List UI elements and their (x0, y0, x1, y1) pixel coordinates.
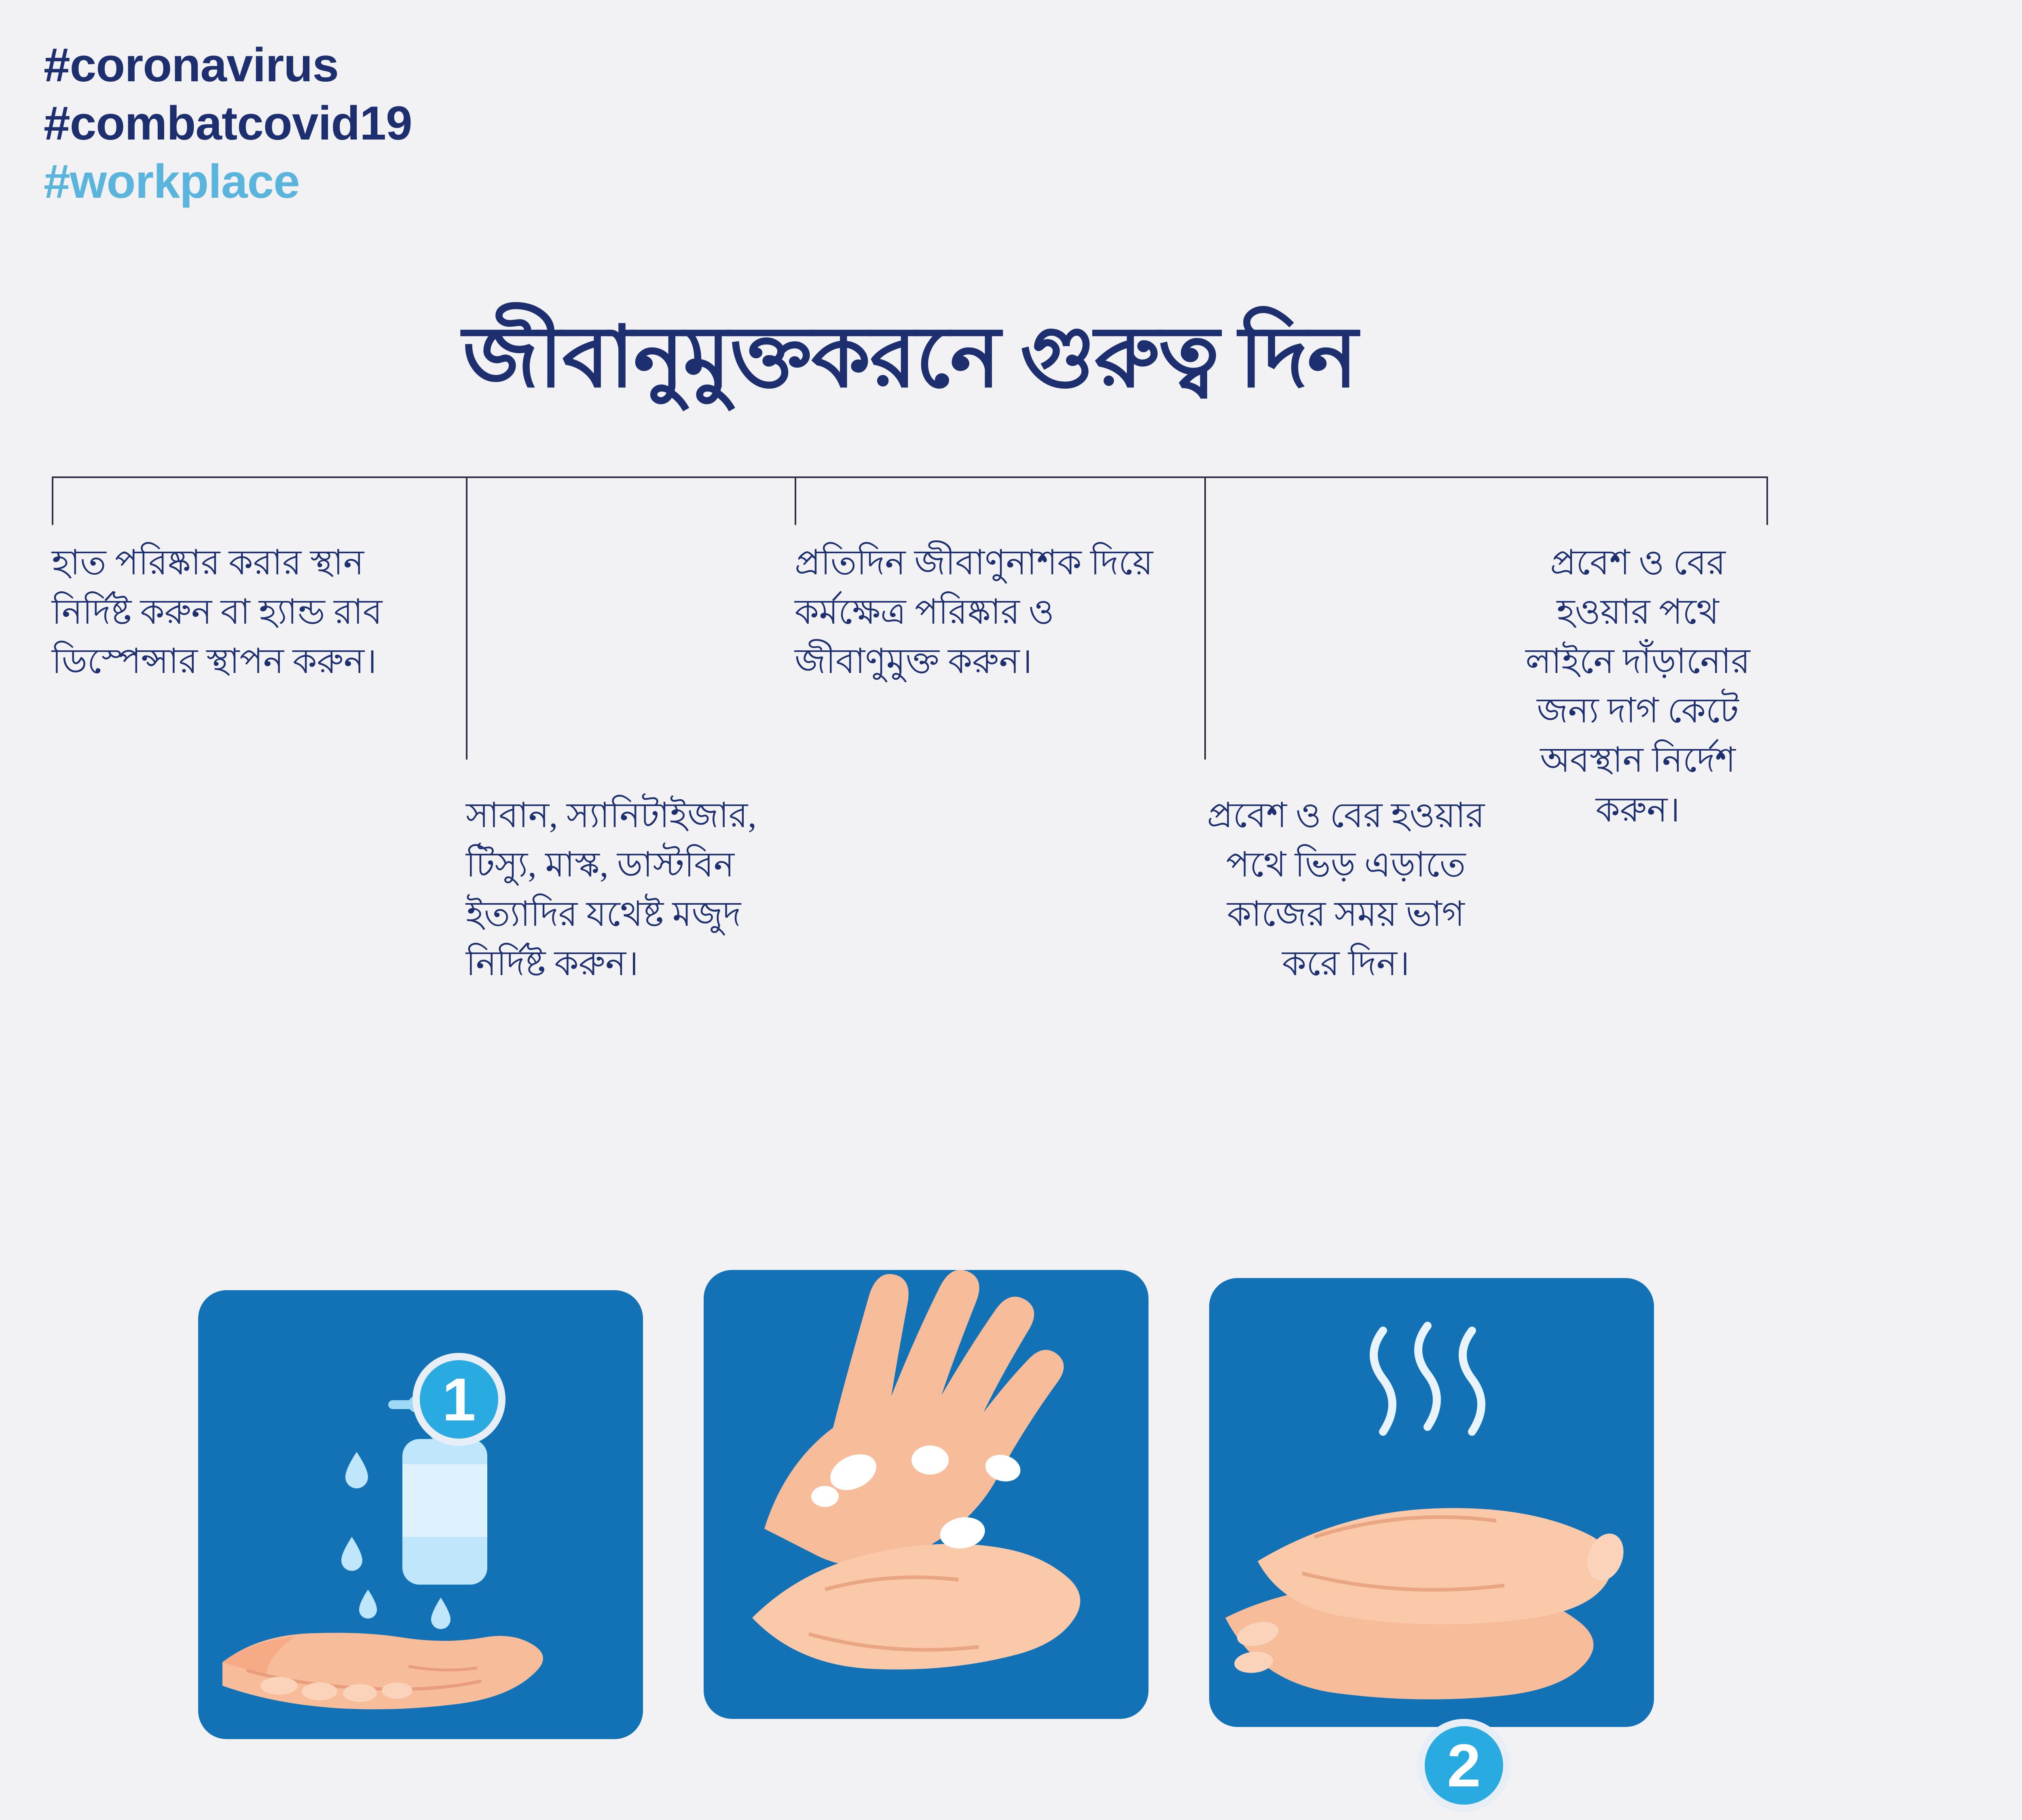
advice-column-4: প্রবেশ ও বের হওয়ার পথে ভিড় এড়াতে কাজের সময় ভাগ করে দিন। (1207, 796, 1485, 983)
bracket-stem-3 (795, 476, 796, 525)
bracket-horizontal-line (52, 476, 1768, 478)
advice-column-5: প্রবেশ ও বের হওয়ার পথে লাইনে দাঁড়ানোর জন্য দাগ কেটে অবস্থান নির্দেশ করুন। (1525, 543, 1750, 829)
bracket-stem-2 (466, 476, 467, 760)
drying-hands-icon (1209, 1278, 1654, 1727)
step-card-2 (704, 1270, 1481, 1799)
step-badge-1: 1 (412, 1353, 506, 1446)
advice-column-1: হাত পরিষ্কার করার স্থান নির্দিষ্ট করুন বা হ্যান্ড রাব ডিস্পেন্সার স্থাপন করুন। (52, 543, 383, 681)
sanitizer-dispenser-on-palm-icon (198, 1290, 643, 1739)
bracket-stem-4 (1204, 476, 1206, 760)
hashtag-workplace: #workplace (44, 154, 300, 208)
hashtag-block (44, 36, 412, 211)
bracket-stem-1 (52, 476, 53, 525)
step-card-3 (1209, 1278, 1654, 1727)
advice-column-3: প্রতিদিন জীবাণুনাশক দিয়ে কর্মক্ষেত্র পরিষ্কার ও জীবাণুমুক্ত করুন। (795, 543, 1153, 681)
page-title: জীবানুমুক্তকরনে গুরুত্ব দিন (463, 311, 1357, 405)
advice-column-2: সাবান, স্যানিটাইজার, টিস্যু, মাস্ক, ডাস্টবিন ইত্যাদির যথেষ্ট মজুদ নির্দিষ্ট করুন। (466, 796, 757, 983)
rubbing-hands-with-foam-icon (704, 1270, 1148, 1719)
step-card-1 (198, 1290, 643, 1739)
step-badge-2: 2 (1417, 1719, 1510, 1812)
step-illustrations (0, 1270, 1820, 1799)
bracket-stem-5 (1766, 476, 1768, 525)
hashtag-coronavirus: #coronavirus (44, 38, 339, 92)
hashtag-combatcovid19: #combatcovid19 (44, 96, 412, 150)
